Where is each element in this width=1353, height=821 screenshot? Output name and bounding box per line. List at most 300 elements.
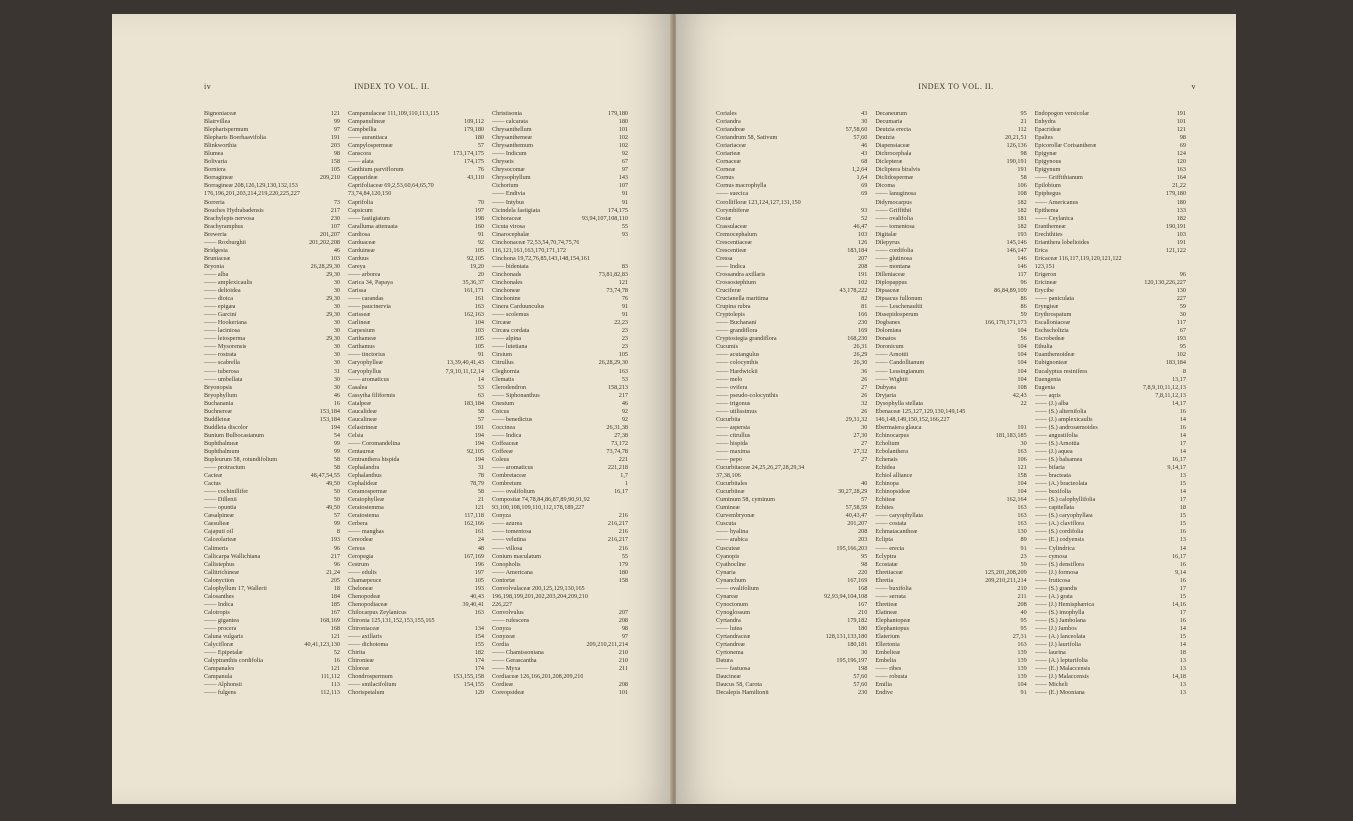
index-pages: 52 bbox=[333, 649, 340, 657]
index-term: Cinera Carduunculus bbox=[492, 303, 545, 311]
index-entry bbox=[1035, 601, 1186, 609]
index-pages: 86 bbox=[1020, 295, 1027, 303]
index-entry bbox=[348, 585, 484, 593]
index-term: —— Griffithianum bbox=[1034, 174, 1083, 182]
index-pages: 146,147 bbox=[1006, 246, 1027, 254]
index-term: Epaltes bbox=[1034, 134, 1053, 142]
index-entry bbox=[492, 488, 628, 496]
index-term: Campanulaceæ 111,109,110,113,115 bbox=[348, 110, 439, 117]
index-term: Cinchonine bbox=[492, 295, 521, 303]
index-entry bbox=[492, 536, 628, 544]
index-pages: 108 bbox=[1017, 383, 1027, 391]
index-term: —— gigantea bbox=[204, 616, 239, 624]
index-pages bbox=[1024, 416, 1027, 424]
index-pages: 104 bbox=[1017, 359, 1027, 367]
index-term: Caluna vulgaris bbox=[204, 633, 244, 641]
index-pages: 130 bbox=[1017, 528, 1027, 536]
index-entry bbox=[875, 327, 1026, 335]
index-entry bbox=[716, 488, 867, 496]
index-pages: 27,31 bbox=[1012, 633, 1027, 641]
index-entry bbox=[716, 150, 867, 158]
index-entry bbox=[716, 545, 867, 553]
index-term: Chrysophyllum bbox=[492, 174, 531, 182]
index-term: —— Intybus bbox=[492, 198, 525, 206]
index-term: Corollifloræ 123,124,127,131,150 bbox=[716, 198, 801, 206]
index-entry bbox=[716, 392, 867, 400]
index-term: Bolivaria bbox=[204, 158, 228, 166]
index-term: Didymocarpus bbox=[875, 198, 912, 206]
index-entry bbox=[348, 384, 484, 392]
index-entry bbox=[492, 641, 628, 649]
index-term: —— tomentosa bbox=[875, 222, 915, 230]
index-entry bbox=[492, 496, 628, 504]
index-pages: 183,184 bbox=[463, 399, 484, 407]
index-pages: 208 bbox=[1017, 600, 1027, 608]
index-pages: 120 bbox=[474, 689, 484, 697]
index-pages: 210 bbox=[1017, 584, 1027, 592]
index-term: Cordiaceæ 126,166,201,208,209,210 bbox=[492, 673, 584, 681]
index-term: —— villosa bbox=[492, 544, 523, 552]
index-pages: 211 bbox=[1017, 592, 1027, 600]
index-entry bbox=[716, 625, 867, 633]
index-pages: 143 bbox=[618, 174, 628, 182]
index-term: Elatineæ bbox=[875, 608, 897, 616]
index-pages: 217 bbox=[330, 206, 340, 214]
index-pages: 167,169 bbox=[463, 552, 484, 560]
index-pages: 95 bbox=[1179, 343, 1186, 351]
index-entry bbox=[875, 673, 1026, 681]
index-pages: 91 bbox=[477, 230, 484, 238]
index-entry bbox=[716, 263, 867, 271]
index-pages: 48 bbox=[477, 544, 484, 552]
index-pages: 194 bbox=[330, 423, 340, 431]
index-term: Ethulia bbox=[1034, 343, 1053, 351]
index-entry bbox=[875, 134, 1026, 142]
index-entry bbox=[1035, 464, 1186, 472]
index-term: Cynanchum bbox=[716, 576, 746, 584]
index-entry bbox=[1035, 480, 1186, 488]
index-term: Decumaria bbox=[875, 118, 903, 126]
index-pages: 107 bbox=[618, 182, 628, 190]
index-entry bbox=[716, 215, 867, 223]
index-term: Costæ bbox=[716, 214, 732, 222]
index-term: Coffeaceæ bbox=[492, 439, 519, 447]
index-pages: 161 bbox=[474, 295, 484, 303]
index-pages: 105 bbox=[618, 351, 628, 359]
index-column bbox=[1035, 110, 1194, 774]
index-pages: 57 bbox=[333, 512, 340, 520]
index-entry bbox=[492, 158, 628, 166]
index-term: —— tuberosa bbox=[204, 367, 239, 375]
index-entry bbox=[875, 376, 1026, 384]
index-pages: 15 bbox=[1179, 480, 1186, 488]
index-entry bbox=[716, 110, 867, 118]
index-term: Cruciferæ bbox=[716, 287, 741, 295]
index-entry bbox=[1035, 368, 1186, 376]
index-entry bbox=[348, 190, 484, 198]
index-pages: 104 bbox=[1017, 367, 1027, 375]
index-term: —— Gerascantha bbox=[492, 657, 537, 665]
index-term: —— Indica bbox=[492, 431, 522, 439]
index-entry bbox=[492, 384, 628, 392]
index-term: —— Indicum bbox=[492, 150, 527, 158]
index-term: —— (S.) calophyllifolia bbox=[1034, 496, 1096, 504]
index-entry bbox=[204, 593, 340, 601]
index-pages: 46 bbox=[621, 399, 628, 407]
index-term: Cornus bbox=[716, 174, 734, 182]
index-entry bbox=[716, 617, 867, 625]
index-term: Crassulaceæ bbox=[716, 222, 747, 230]
index-pages: 14 bbox=[1179, 488, 1186, 496]
index-pages: 48,47,54,55 bbox=[310, 472, 340, 480]
index-term: Bryonia bbox=[204, 262, 224, 270]
index-pages: 168 bbox=[858, 584, 868, 592]
index-entry bbox=[716, 472, 867, 480]
index-term: Eschscholtzia bbox=[1034, 327, 1069, 335]
index-term: Caryophylleæ bbox=[348, 359, 383, 367]
index-pages: 55 bbox=[621, 552, 628, 560]
index-entry bbox=[875, 142, 1026, 150]
index-term: Conium maculatum bbox=[492, 552, 541, 560]
index-entry bbox=[1035, 512, 1186, 520]
index-entry bbox=[348, 335, 484, 343]
index-entry bbox=[1035, 424, 1186, 432]
index-pages: 112 bbox=[1017, 126, 1027, 134]
index-term: —— Americanus bbox=[1034, 198, 1079, 206]
index-entry bbox=[204, 303, 340, 311]
index-term: Campbellia bbox=[348, 126, 377, 134]
index-pages: 158,213 bbox=[607, 383, 628, 391]
index-term: —— Myxa bbox=[492, 665, 521, 673]
index-entry bbox=[1035, 142, 1186, 150]
index-term: —— Buchanani bbox=[716, 319, 757, 327]
index-pages: 91 bbox=[477, 351, 484, 359]
index-pages: 14,18 bbox=[1172, 673, 1186, 681]
index-term: —— (A.) lanceolata bbox=[1034, 633, 1086, 641]
index-pages: 9,14,17 bbox=[1167, 464, 1186, 472]
index-term: —— aromaticus bbox=[492, 464, 534, 472]
index-term: Cinchonales bbox=[492, 278, 523, 286]
index-entry bbox=[875, 649, 1026, 657]
index-term: Cucurbita bbox=[716, 415, 741, 423]
index-entry bbox=[204, 448, 340, 456]
index-pages: 179 bbox=[618, 560, 628, 568]
index-term: Enhydra bbox=[1034, 118, 1056, 126]
index-pages bbox=[625, 247, 628, 255]
index-pages: 153,184 bbox=[319, 407, 340, 415]
index-pages: 14 bbox=[1179, 544, 1186, 552]
index-entry bbox=[1035, 617, 1186, 625]
index-entry bbox=[348, 512, 484, 520]
index-pages: 103 bbox=[1176, 230, 1186, 238]
index-entry bbox=[716, 408, 867, 416]
index-term: Euengenia bbox=[1034, 375, 1061, 383]
index-pages: 26,31,38 bbox=[606, 423, 628, 431]
index-entry bbox=[348, 134, 484, 142]
index-pages: 210 bbox=[618, 649, 628, 657]
index-term: Carduaceæ bbox=[348, 238, 376, 246]
index-term: Crossostephium bbox=[716, 278, 756, 286]
index-pages: 207 bbox=[618, 608, 628, 616]
index-pages: 121 bbox=[330, 633, 340, 641]
index-entry bbox=[348, 577, 484, 585]
index-term: —— (S.) androsæmoides bbox=[1034, 423, 1098, 431]
index-term: Conyzeæ bbox=[492, 633, 516, 641]
index-pages: 40 bbox=[861, 480, 868, 488]
index-pages: 40,41,123,130 bbox=[304, 641, 340, 649]
index-entry bbox=[716, 520, 867, 528]
index-pages bbox=[481, 182, 484, 190]
index-pages: 18 bbox=[1179, 504, 1186, 512]
index-entry bbox=[492, 424, 628, 432]
index-term: —— benedictus bbox=[492, 415, 533, 423]
index-term: Callicarpa Wallichiana bbox=[204, 552, 261, 560]
index-entry bbox=[716, 440, 867, 448]
index-pages: 40,43,47 bbox=[845, 512, 868, 520]
index-entry bbox=[348, 528, 484, 536]
index-pages: 95 bbox=[1020, 110, 1027, 117]
index-term: —— (E.) codyensis bbox=[1034, 536, 1084, 544]
index-entry bbox=[204, 182, 340, 190]
index-pages: 93 bbox=[621, 230, 628, 238]
index-entry bbox=[204, 536, 340, 544]
index-entry bbox=[492, 553, 628, 561]
index-pages: 27,38 bbox=[614, 431, 628, 439]
index-pages: 67 bbox=[1179, 327, 1186, 335]
index-term: —— lutea bbox=[716, 625, 742, 632]
index-term: Circæa cordata bbox=[492, 327, 530, 335]
index-pages: 183,184 bbox=[1165, 359, 1186, 367]
index-term: —— (S.) densiflora bbox=[1034, 560, 1084, 568]
index-term: Dipsaceæ bbox=[875, 287, 900, 295]
index-term: —— leiosperma bbox=[204, 335, 246, 343]
index-entry bbox=[204, 561, 340, 569]
index-term: —— ovalifolium bbox=[492, 488, 535, 496]
index-entry bbox=[716, 255, 867, 263]
index-entry bbox=[716, 335, 867, 343]
index-pages: 98 bbox=[621, 625, 628, 632]
index-term: —— glutinosa bbox=[875, 254, 912, 262]
index-entry bbox=[348, 504, 484, 512]
index-pages: 102 bbox=[1176, 351, 1186, 359]
index-term: Dilepyrus bbox=[875, 238, 900, 246]
index-term: Diapensiaceæ bbox=[875, 142, 910, 150]
index-pages: 179,180 bbox=[1165, 190, 1186, 198]
index-pages: 78,79 bbox=[470, 480, 484, 488]
index-term: —— Micheli bbox=[1034, 681, 1068, 689]
index-pages: 27,30 bbox=[853, 431, 868, 439]
index-term: —— ribes bbox=[875, 665, 902, 673]
index-pages: 59 bbox=[1020, 311, 1027, 319]
index-entry bbox=[492, 504, 628, 512]
index-term: —— melo bbox=[716, 375, 743, 383]
index-entry bbox=[492, 472, 628, 480]
index-pages: 154,155 bbox=[463, 681, 484, 689]
index-pages: 227 bbox=[1176, 295, 1186, 303]
index-pages bbox=[625, 673, 628, 681]
index-term: Cremocephalum bbox=[716, 230, 757, 238]
index-pages: 103 bbox=[330, 254, 340, 262]
index-pages: 125,201,208,209 bbox=[984, 568, 1027, 576]
index-entry bbox=[492, 601, 628, 609]
index-term: —— hyalina bbox=[716, 528, 749, 536]
index-entry bbox=[716, 480, 867, 488]
index-entry bbox=[492, 689, 628, 697]
index-pages: 139 bbox=[1017, 665, 1027, 673]
index-pages: 14 bbox=[1179, 625, 1186, 632]
index-term: Coriandreæ bbox=[716, 126, 745, 134]
index-entry bbox=[875, 496, 1026, 504]
index-term: Bryonopsis bbox=[204, 383, 233, 391]
index-term: Buchanania bbox=[204, 399, 234, 407]
index-pages: 102 bbox=[618, 134, 628, 142]
index-term: —— protractum bbox=[204, 464, 246, 472]
index-term: Caprifoliaceæ 69,2,53,60,64,65,70 bbox=[348, 182, 434, 190]
index-entry bbox=[1035, 681, 1186, 689]
index-entry bbox=[875, 392, 1026, 400]
index-entry bbox=[1035, 609, 1186, 617]
index-pages: 15 bbox=[1179, 512, 1186, 520]
index-entry bbox=[875, 617, 1026, 625]
index-term: —— Griffithii bbox=[875, 206, 912, 214]
index-pages: 17 bbox=[1179, 608, 1186, 616]
index-pages: 105 bbox=[474, 343, 484, 351]
index-pages: 30 bbox=[1179, 311, 1186, 319]
index-term: Chironieæ bbox=[348, 657, 374, 665]
index-term: Escrobedeæ bbox=[1034, 335, 1065, 343]
index-entry bbox=[875, 520, 1026, 528]
index-term: Coriales bbox=[716, 110, 737, 117]
index-term: Ecbolanthera bbox=[875, 447, 908, 455]
index-term: —— Ceylanica bbox=[1034, 214, 1074, 222]
index-pages: 230 bbox=[858, 689, 868, 697]
index-term: Centranthera hispida bbox=[348, 456, 400, 464]
index-pages: 163 bbox=[618, 367, 628, 375]
index-entry bbox=[1035, 255, 1186, 263]
index-term: Ericineæ bbox=[1034, 278, 1057, 286]
index-entry bbox=[1035, 303, 1186, 311]
index-entry bbox=[1035, 593, 1186, 601]
index-term: Bryophyllum bbox=[204, 391, 238, 399]
index-term: Daucineæ bbox=[716, 673, 741, 681]
index-entry bbox=[875, 199, 1026, 207]
index-pages bbox=[1183, 255, 1186, 263]
index-entry bbox=[492, 649, 628, 657]
index-term: —— caryophyllata bbox=[875, 512, 923, 520]
index-term: —— edulis bbox=[348, 568, 377, 576]
index-term: Digitalæ bbox=[875, 230, 897, 238]
index-pages: 98 bbox=[1020, 150, 1027, 158]
index-term: Bignoniaceæ bbox=[204, 110, 237, 117]
index-term: Chryseis bbox=[492, 158, 514, 166]
index-term: —— calcarata bbox=[492, 118, 528, 126]
index-entry bbox=[204, 295, 340, 303]
index-term: Eclipta bbox=[875, 536, 893, 544]
index-term: Coriandrum 58, Sativum bbox=[716, 134, 778, 142]
index-pages: 216 bbox=[618, 528, 628, 536]
index-term: Chenopodeæ bbox=[348, 592, 381, 600]
index-entry bbox=[204, 681, 340, 689]
index-term: Cactus bbox=[204, 480, 221, 488]
index-term: Decaneurum bbox=[875, 110, 907, 117]
index-pages bbox=[864, 464, 867, 472]
index-term: —— laciniosa bbox=[204, 327, 240, 335]
index-entry bbox=[492, 408, 628, 416]
index-pages: 86 bbox=[1020, 303, 1027, 311]
index-term: Cyrtandraceæ bbox=[716, 633, 751, 641]
index-term: Bupleurum 58, rotundifolium bbox=[204, 456, 278, 464]
index-pages: 191 bbox=[330, 134, 340, 142]
index-term: Eubignonieæ bbox=[1034, 359, 1068, 367]
index-pages: 46 bbox=[861, 142, 868, 150]
index-term: Corymbiferæ bbox=[716, 206, 749, 214]
index-term: Embelieæ bbox=[875, 649, 901, 657]
index-pages: 139 bbox=[1017, 673, 1027, 681]
index-term: —— procera bbox=[204, 625, 237, 632]
index-entry bbox=[204, 520, 340, 528]
index-term: Chrysanthellum bbox=[492, 126, 532, 134]
index-pages: 98 bbox=[861, 560, 868, 568]
index-pages: 198 bbox=[474, 214, 484, 222]
index-pages: 30 bbox=[333, 351, 340, 359]
index-pages: 191 bbox=[1176, 110, 1186, 117]
index-term: Carduineæ bbox=[348, 246, 375, 254]
index-term: —— tinctorius bbox=[348, 351, 386, 359]
index-entry bbox=[204, 231, 340, 239]
index-entry bbox=[204, 472, 340, 480]
index-pages: 40 bbox=[1020, 608, 1027, 616]
index-entry bbox=[1035, 351, 1186, 359]
index-term: Cuminum 58, cyminum bbox=[716, 496, 775, 504]
index-entry bbox=[348, 118, 484, 126]
index-term: —— (J.) laurifolia bbox=[1034, 641, 1081, 649]
index-term: —— cochinillifer bbox=[204, 488, 249, 496]
index-entry bbox=[716, 359, 867, 367]
index-pages: 26,30 bbox=[853, 359, 868, 367]
index-entry bbox=[492, 528, 628, 536]
index-term: —— (S.) grandis bbox=[1034, 584, 1078, 592]
index-pages: 101 bbox=[618, 126, 628, 134]
index-entry bbox=[204, 207, 340, 215]
index-pages: 92 bbox=[621, 150, 628, 158]
index-entry bbox=[875, 585, 1026, 593]
index-term: Chamæpeuce bbox=[348, 576, 382, 584]
index-term: Dogbanes bbox=[875, 319, 901, 327]
index-pages: 209,210,211,214 bbox=[985, 576, 1027, 584]
index-term: Casalea bbox=[348, 383, 368, 391]
index-term: Clerodendron bbox=[492, 383, 527, 391]
index-entry bbox=[875, 295, 1026, 303]
index-term: Coccinea bbox=[492, 423, 516, 431]
index-term: —— alba bbox=[204, 270, 229, 278]
index-entry bbox=[348, 231, 484, 239]
index-entry bbox=[875, 126, 1026, 134]
index-pages: 46,47 bbox=[853, 222, 868, 230]
index-pages: 1,2,64 bbox=[851, 166, 868, 174]
index-term: Cnestum bbox=[492, 399, 515, 407]
index-pages: 168,230 bbox=[847, 335, 868, 343]
index-entry bbox=[348, 520, 484, 528]
index-entry bbox=[875, 536, 1026, 544]
index-entry bbox=[204, 166, 340, 174]
index-entry bbox=[875, 400, 1026, 408]
index-term: Convolvulaceæ 200,125,129,130,165 bbox=[492, 584, 585, 592]
index-pages: 99 bbox=[333, 118, 340, 126]
index-pages: 26 bbox=[861, 407, 868, 415]
index-term: Echinopa bbox=[875, 480, 899, 488]
index-entry bbox=[348, 279, 484, 287]
index-entry bbox=[492, 376, 628, 384]
